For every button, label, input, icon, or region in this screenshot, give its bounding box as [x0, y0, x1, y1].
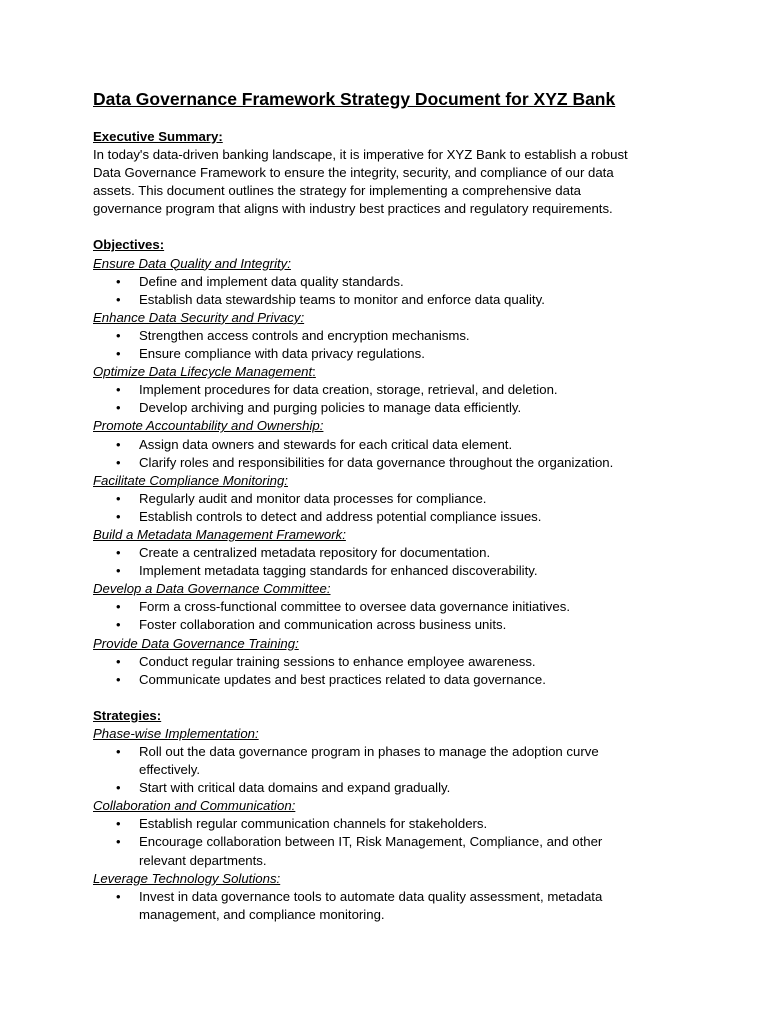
bullet-item: [93, 273, 693, 291]
bullet-text-line: Define and implement data quality standards.: [139, 273, 404, 289]
objectives-list: [93, 255, 693, 689]
objective-subheading: [93, 580, 693, 598]
bullet-text-line: management, and compliance monitoring.: [139, 906, 385, 922]
bullet-icon: •: [116, 382, 121, 398]
bullet-icon: •: [116, 291, 121, 307]
bullet-text-line: Regularly audit and monitor data processes for compliance.: [139, 490, 487, 506]
bullet-item: [93, 598, 693, 616]
strategy-subheading-text: Collaboration and Communication:: [93, 798, 296, 814]
bullet-text-line: Develop archiving and purging policies to manage data efficiently.: [139, 400, 522, 416]
bullet-icon: •: [116, 599, 121, 615]
strategies-heading: Strategies:: [93, 707, 162, 723]
bullet-item: [93, 779, 693, 797]
bullet-item: [93, 815, 693, 833]
bullet-item: [93, 345, 693, 363]
bullet-item: [93, 616, 693, 634]
bullet-icon: •: [116, 490, 121, 506]
objective-bullet-list: [93, 490, 693, 526]
objective-subheading: [93, 255, 693, 273]
bullet-icon: •: [116, 436, 121, 452]
bullet-icon: •: [116, 834, 121, 850]
bullet-text-line: Invest in data governance tools to automate data quality assessment, metadata: [139, 888, 603, 904]
paragraph-line: governance program that aligns with industry best practices and regulatory requirements.: [93, 201, 613, 217]
bullet-text-line: Roll out the data governance program in phases to manage the adoption curve: [139, 744, 599, 759]
objective-subheading-suffix: :: [312, 364, 316, 380]
bullet-item: [93, 399, 693, 417]
bullet-icon: •: [116, 454, 121, 470]
bullet-item: [93, 671, 693, 689]
bullet-icon: •: [116, 563, 121, 579]
objective-bullet-list: [93, 544, 693, 580]
strategy-bullet-list: [93, 743, 693, 797]
bullet-text-line: Foster collaboration and communication across business units.: [139, 617, 507, 633]
objective-subheading-text: Enhance Data Security and Privacy:: [93, 309, 305, 325]
objective-subheading-text: Ensure Data Quality and Integrity:: [93, 255, 291, 271]
objective-subheading-text: Facilitate Compliance Monitoring:: [93, 472, 288, 488]
objective-subheading-text: Provide Data Governance Training:: [93, 635, 299, 651]
bullet-text-line: Ensure compliance with data privacy regulations.: [139, 346, 425, 362]
bullet-icon: •: [116, 780, 121, 796]
bullet-text-line: Strengthen access controls and encryption mechanisms.: [139, 327, 470, 343]
bullet-item: [93, 743, 693, 779]
objective-bullet-list: [93, 436, 693, 472]
strategy-bullet-list: [93, 815, 693, 869]
bullet-item: [93, 436, 693, 454]
bullet-icon: •: [116, 508, 121, 524]
bullet-item: [93, 381, 693, 399]
objective-subheading-text: Develop a Data Governance Committee:: [93, 581, 331, 597]
document-content: [93, 86, 693, 924]
objective-subheading: [93, 417, 693, 435]
executive-summary-heading: Executive Summary:: [93, 129, 223, 144]
section-spacer: [93, 689, 693, 707]
bullet-text-line: Encourage collaboration between IT, Risk Management, Compliance, and other: [139, 834, 603, 850]
bullet-text-line: Establish controls to detect and address potential compliance issues.: [139, 508, 542, 524]
paragraph-line: In today's data-driven banking landscape, it is imperative for XYZ Bank to establish a robust: [93, 147, 628, 163]
bullet-item: [93, 291, 693, 309]
document-title: Data Governance Framework Strategy Document for XYZ Bank: [93, 89, 616, 109]
objective-bullet-list: [93, 381, 693, 417]
paragraph-line: assets. This document outlines the strategy for implementing a comprehensive data: [93, 183, 581, 199]
bullet-text-line: Create a centralized metadata repository for documentation.: [139, 545, 491, 561]
bullet-text-line: effectively.: [139, 762, 201, 778]
bullet-item: [93, 562, 693, 580]
strategies-list: [93, 725, 693, 924]
bullet-icon: •: [116, 816, 121, 832]
objective-subheading: [93, 363, 693, 381]
bullet-icon: •: [116, 744, 121, 759]
bullet-item: [93, 653, 693, 671]
strategy-subheading-text: Leverage Technology Solutions:: [93, 870, 281, 886]
strategy-subheading: [93, 797, 693, 815]
bullet-text-line: Start with critical data domains and expand gradually.: [139, 780, 451, 796]
bullet-item: [93, 508, 693, 526]
bullet-icon: •: [116, 346, 121, 362]
bullet-item: [93, 888, 693, 924]
objective-bullet-list: [93, 327, 693, 363]
objective-subheading-text: Build a Metadata Management Framework:: [93, 526, 346, 542]
strategy-subheading-text: Phase-wise Implementation:: [93, 725, 259, 741]
strategy-subheading: [93, 725, 693, 743]
bullet-item: [93, 833, 693, 869]
strategy-subheading: [93, 870, 693, 888]
objectives-heading: Objectives:: [93, 237, 165, 253]
strategy-bullet-list: [93, 888, 693, 924]
bullet-text-line: Conduct regular training sessions to enhance employee awareness.: [139, 653, 536, 669]
bullet-text-line: Communicate updates and best practices related to data governance.: [139, 671, 546, 687]
objective-subheading: [93, 472, 693, 490]
objective-subheading: [93, 526, 693, 544]
bullet-item: [93, 454, 693, 472]
objective-subheading: [93, 309, 693, 327]
bullet-item: [93, 544, 693, 562]
objective-bullet-list: [93, 653, 693, 689]
bullet-icon: •: [116, 400, 121, 416]
bullet-text-line: Implement metadata tagging standards for enhanced discoverability.: [139, 563, 538, 579]
bullet-text-line: Assign data owners and stewards for each critical data element.: [139, 436, 513, 452]
bullet-icon: •: [116, 273, 121, 289]
section-spacer: [93, 218, 693, 236]
bullet-icon: •: [116, 653, 121, 669]
bullet-text-line: Establish data stewardship teams to monitor and enforce data quality.: [139, 291, 545, 307]
objective-bullet-list: [93, 598, 693, 634]
objective-subheading: [93, 635, 693, 653]
bullet-icon: •: [116, 617, 121, 633]
bullet-icon: •: [116, 327, 121, 343]
bullet-text-line: Form a cross-functional committee to oversee data governance initiatives.: [139, 599, 570, 615]
objective-bullet-list: [93, 273, 693, 309]
bullet-text-line: relevant departments.: [139, 852, 267, 868]
paragraph-line: Data Governance Framework to ensure the integrity, security, and compliance of our data: [93, 165, 614, 181]
bullet-icon: •: [116, 671, 121, 687]
bullet-text-line: Establish regular communication channels for stakeholders.: [139, 816, 488, 832]
bullet-item: [93, 327, 693, 345]
bullet-icon: •: [116, 888, 121, 904]
bullet-item: [93, 490, 693, 508]
bullet-icon: •: [116, 545, 121, 561]
objective-subheading-text: Promote Accountability and Ownership:: [93, 418, 324, 434]
objective-subheading-text: Optimize Data Lifecycle Management: [93, 364, 313, 380]
bullet-text-line: Clarify roles and responsibilities for data governance throughout the organization.: [139, 454, 614, 470]
bullet-text-line: Implement procedures for data creation, storage, retrieval, and deletion.: [139, 382, 558, 398]
executive-summary-paragraph: [93, 146, 693, 218]
